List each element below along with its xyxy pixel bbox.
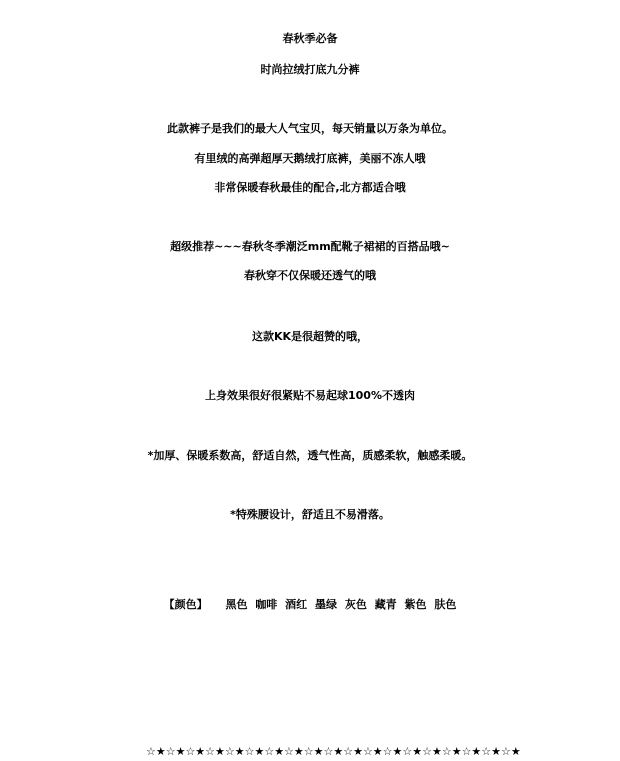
star-divider: ☆★☆★☆★☆★☆★☆★☆★☆★☆★☆★☆★☆★☆★☆★☆★☆★☆★☆★☆★	[146, 745, 521, 758]
color-option: 灰色	[344, 598, 367, 611]
praise-text: 这款KK是很超赞的哦，	[251, 330, 369, 343]
color-option: 咖啡	[255, 598, 278, 611]
headline-season: 春秋季必备	[282, 32, 338, 45]
color-option: 紫色	[404, 598, 427, 611]
breathable-text: 春秋穿不仅保暖还透气的哦	[244, 269, 376, 282]
color-options	[0, 598, 620, 612]
recommendation-text: 超级推荐~~~春秋冬季潮泛mm配靴子裙裙的百搭品哦~	[170, 240, 450, 253]
headline-product: 时尚拉绒打底九分裤	[260, 63, 360, 76]
color-option: 黑色	[225, 598, 248, 611]
description-material: 有里绒的高弹超厚天鹅绒打底裤，美丽不冻人哦	[194, 152, 426, 165]
color-option: 酒红	[285, 598, 308, 611]
color-label: 【颜色】	[163, 598, 208, 611]
feature-thickness: *加厚、保暖系数高，舒适自然，透气性高，质感柔软，触感柔暖。	[147, 449, 473, 462]
description-warmth: 非常保暖春秋最佳的配合,北方都适合哦	[214, 181, 406, 194]
fit-text: 上身效果很好很紧贴不易起球100%不透肉	[205, 389, 415, 402]
color-option: 肤色	[434, 598, 457, 611]
feature-waist: *特殊腰设计，舒适且不易滑落。	[230, 508, 390, 521]
color-option: 藏青	[374, 598, 397, 611]
color-option: 墨绿	[315, 598, 337, 611]
description-popularity: 此款裤子是我们的最大人气宝贝，每天销量以万条为单位。	[167, 122, 453, 135]
